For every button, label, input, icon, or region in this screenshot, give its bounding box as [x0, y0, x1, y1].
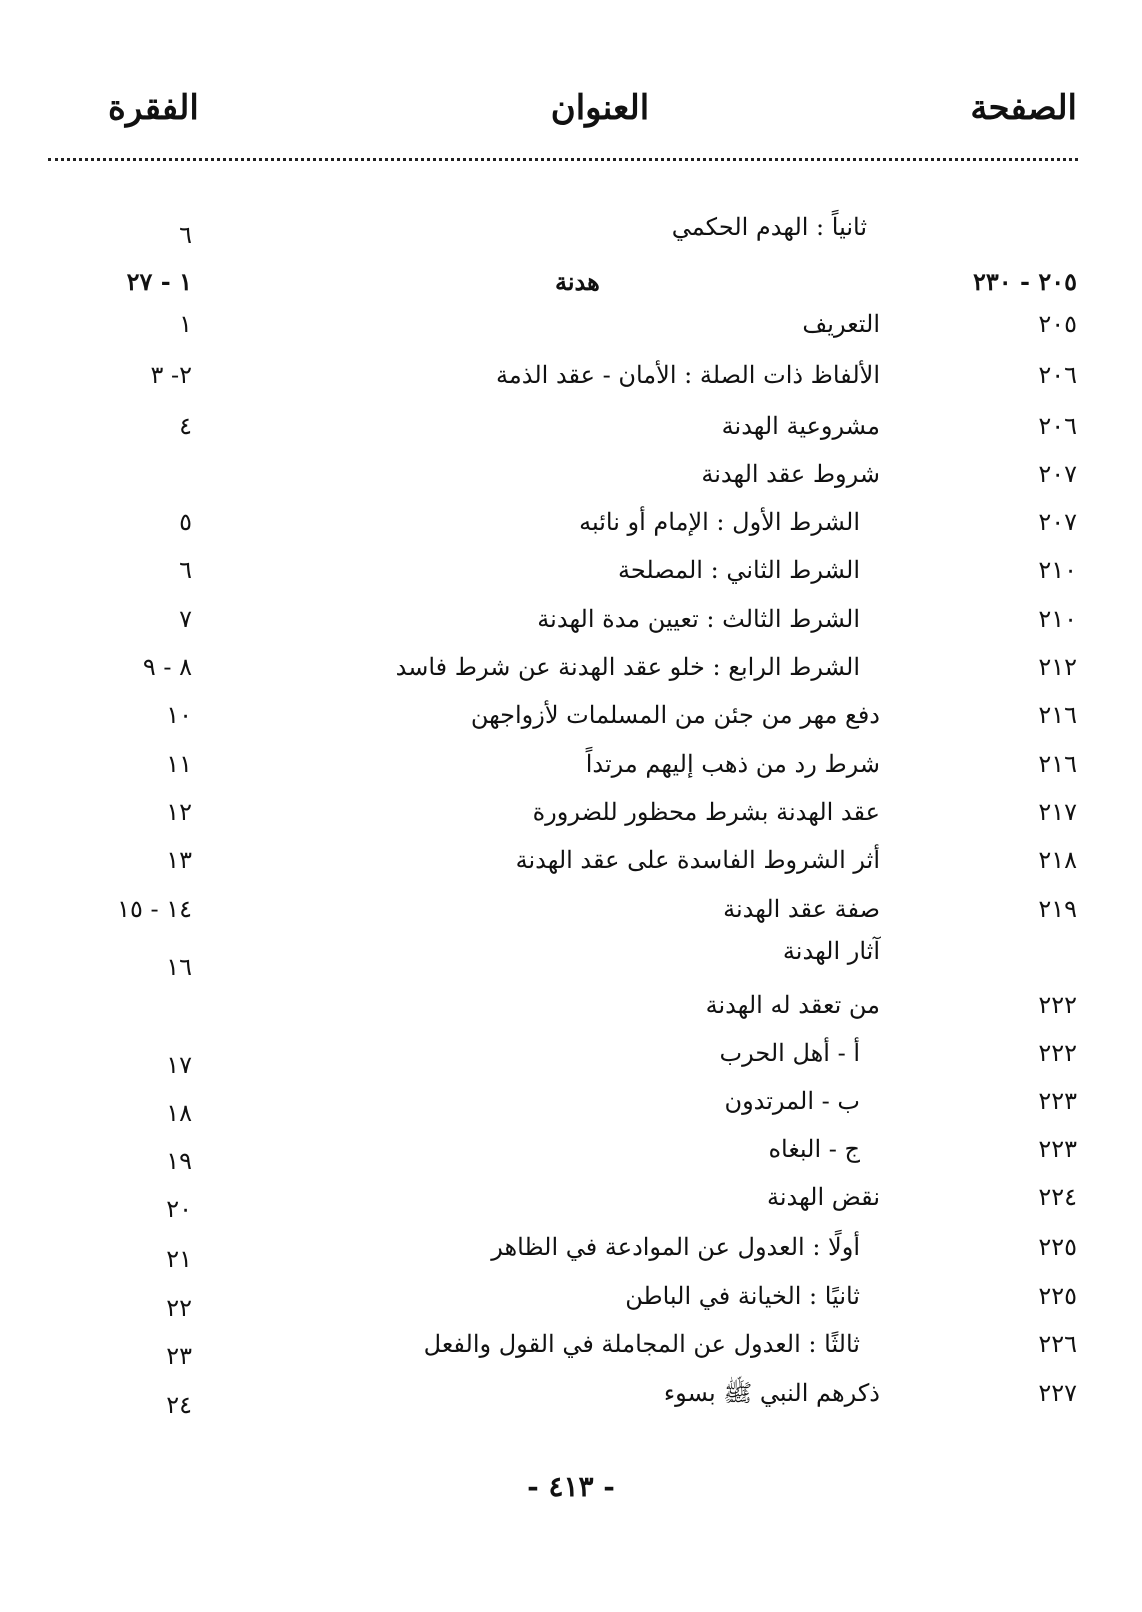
- row-para: ٤: [179, 412, 192, 440]
- toc-row: [0, 262, 1142, 302]
- toc-row: [0, 1033, 1142, 1079]
- header-dotted-divider: [48, 158, 1078, 161]
- toc-row: [0, 792, 1142, 832]
- toc-row: [0, 406, 1142, 446]
- row-para: ٥: [179, 508, 192, 536]
- toc-row: [0, 215, 1142, 255]
- row-title: هدنة: [555, 267, 600, 296]
- row-page: ٢١٧: [1038, 798, 1077, 826]
- row-title: ثانياً : الهدم الحكمي: [671, 213, 867, 241]
- row-page: ٢١٢: [1038, 653, 1077, 681]
- row-title: مشروعية الهدنة: [721, 412, 880, 440]
- row-title: آثار الهدنة: [782, 937, 880, 965]
- row-title: من تعقد له الهدنة: [705, 991, 880, 1019]
- toc-row: [0, 1227, 1142, 1273]
- row-para: ١١: [166, 750, 192, 778]
- row-para: ١٤ - ١٥: [117, 895, 192, 923]
- page-number: - ٤١٣ -: [527, 1470, 615, 1503]
- row-para: ٢- ٣: [150, 361, 192, 389]
- row-page: ٢٢٢: [1038, 991, 1077, 1019]
- row-para: ٦: [179, 556, 192, 584]
- toc-row: [0, 1276, 1142, 1322]
- header-para-label: الفقرة: [108, 88, 199, 128]
- row-page: ٢٢٧: [1038, 1379, 1077, 1407]
- row-page: ٢٠٦: [1038, 412, 1077, 440]
- row-title: ثالثًا : العدول عن المجاملة في القول والفعل: [423, 1330, 860, 1358]
- row-page: ٢١٩: [1038, 895, 1077, 923]
- row-para: ١: [179, 310, 192, 338]
- row-page: ٢٢٤: [1038, 1183, 1077, 1211]
- row-page: ٢٠٦: [1038, 361, 1077, 389]
- row-title: دفع مهر من جئن من المسلمات لأزواجهن: [470, 701, 880, 729]
- row-para: ٢٠: [166, 1195, 192, 1223]
- row-title: الشرط الثاني : المصلحة: [618, 556, 860, 584]
- row-para: ١٩: [166, 1147, 192, 1175]
- row-para: ١٧: [166, 1051, 192, 1079]
- toc-row: [0, 1129, 1142, 1175]
- row-title: أ - أهل الحرب: [719, 1039, 860, 1067]
- row-para: ٢٤: [166, 1391, 192, 1419]
- toc-row: [0, 304, 1142, 344]
- row-title: ج - البغاه: [768, 1135, 860, 1163]
- row-title: الشرط الثالث : تعيين مدة الهدنة: [537, 605, 860, 633]
- row-para: ١٦: [166, 953, 192, 981]
- toc-row: [0, 355, 1142, 395]
- row-page: ٢١٠: [1038, 605, 1077, 633]
- row-page: ٢١٨: [1038, 846, 1077, 874]
- row-title: ثانيًا : الخيانة في الباطن: [625, 1282, 860, 1310]
- row-para: ٢١: [166, 1245, 192, 1273]
- row-para: ١ - ٢٧: [126, 267, 192, 296]
- row-page: ٢٠٥ - ٢٣٠: [972, 267, 1077, 296]
- row-title: نقض الهدنة: [766, 1183, 880, 1211]
- row-title: ذكرهم النبي ﷺ بسوء: [663, 1379, 880, 1407]
- row-page: ٢٢٣: [1038, 1087, 1077, 1115]
- row-title: صفة عقد الهدنة: [723, 895, 880, 923]
- toc-row: [0, 454, 1142, 494]
- row-page: ٢١٦: [1038, 701, 1077, 729]
- row-title: عقد الهدنة بشرط محظور للضرورة: [532, 798, 880, 826]
- row-title: أولًا : العدول عن الموادعة في الظاهر: [491, 1233, 860, 1261]
- table-header: [0, 78, 1142, 138]
- row-page: ٢٠٥: [1038, 310, 1077, 338]
- row-title: الشرط الأول : الإمام أو نائبه: [579, 508, 860, 536]
- row-page: ٢٠٧: [1038, 460, 1077, 488]
- toc-row: [0, 840, 1142, 880]
- row-title: شرط رد من ذهب إليهم مرتداً: [585, 750, 880, 778]
- toc-row: [0, 695, 1142, 735]
- row-page: ٢١٠: [1038, 556, 1077, 584]
- row-title: ب - المرتدون: [724, 1087, 860, 1115]
- row-page: ٢٢٣: [1038, 1135, 1077, 1163]
- toc-row: [0, 744, 1142, 784]
- row-para: ١٠: [166, 701, 192, 729]
- toc-row: [0, 1373, 1142, 1419]
- row-page: ٢١٦: [1038, 750, 1077, 778]
- row-para: ١٨: [166, 1099, 192, 1127]
- header-title-label: العنوان: [550, 88, 650, 128]
- row-para: ١٣: [166, 846, 192, 874]
- row-title: الألفاظ ذات الصلة : الأمان - عقد الذمة: [496, 361, 880, 389]
- header-page-label: الصفحة: [970, 88, 1077, 128]
- toc-row: [0, 502, 1142, 542]
- row-page: ٢٢٥: [1038, 1282, 1077, 1310]
- toc-row: [0, 937, 1142, 981]
- row-para: ٧: [179, 605, 192, 633]
- row-para: ١٢: [166, 798, 192, 826]
- row-page: ٢٠٧: [1038, 508, 1077, 536]
- row-title: أثر الشروط الفاسدة على عقد الهدنة: [515, 846, 880, 874]
- row-title: التعريف: [802, 310, 880, 338]
- row-page: ٢٢٦: [1038, 1330, 1077, 1358]
- row-page: ٢٢٥: [1038, 1233, 1077, 1261]
- toc-row: [0, 647, 1142, 687]
- row-para: ٢٢: [166, 1294, 192, 1322]
- row-para: ٢٣: [166, 1342, 192, 1370]
- toc-row: [0, 550, 1142, 590]
- row-title: شروط عقد الهدنة: [701, 460, 880, 488]
- toc-row: [0, 889, 1142, 929]
- toc-row: [0, 1324, 1142, 1370]
- row-page: ٢٢٢: [1038, 1039, 1077, 1067]
- toc-row: [0, 1177, 1142, 1223]
- toc-row: [0, 599, 1142, 639]
- row-para: ٨ - ٩: [142, 653, 192, 681]
- row-title: الشرط الرابع : خلو عقد الهدنة عن شرط فاسد: [395, 653, 860, 681]
- toc-row: [0, 985, 1142, 1025]
- toc-row: [0, 1081, 1142, 1127]
- row-para: ٦: [179, 221, 192, 249]
